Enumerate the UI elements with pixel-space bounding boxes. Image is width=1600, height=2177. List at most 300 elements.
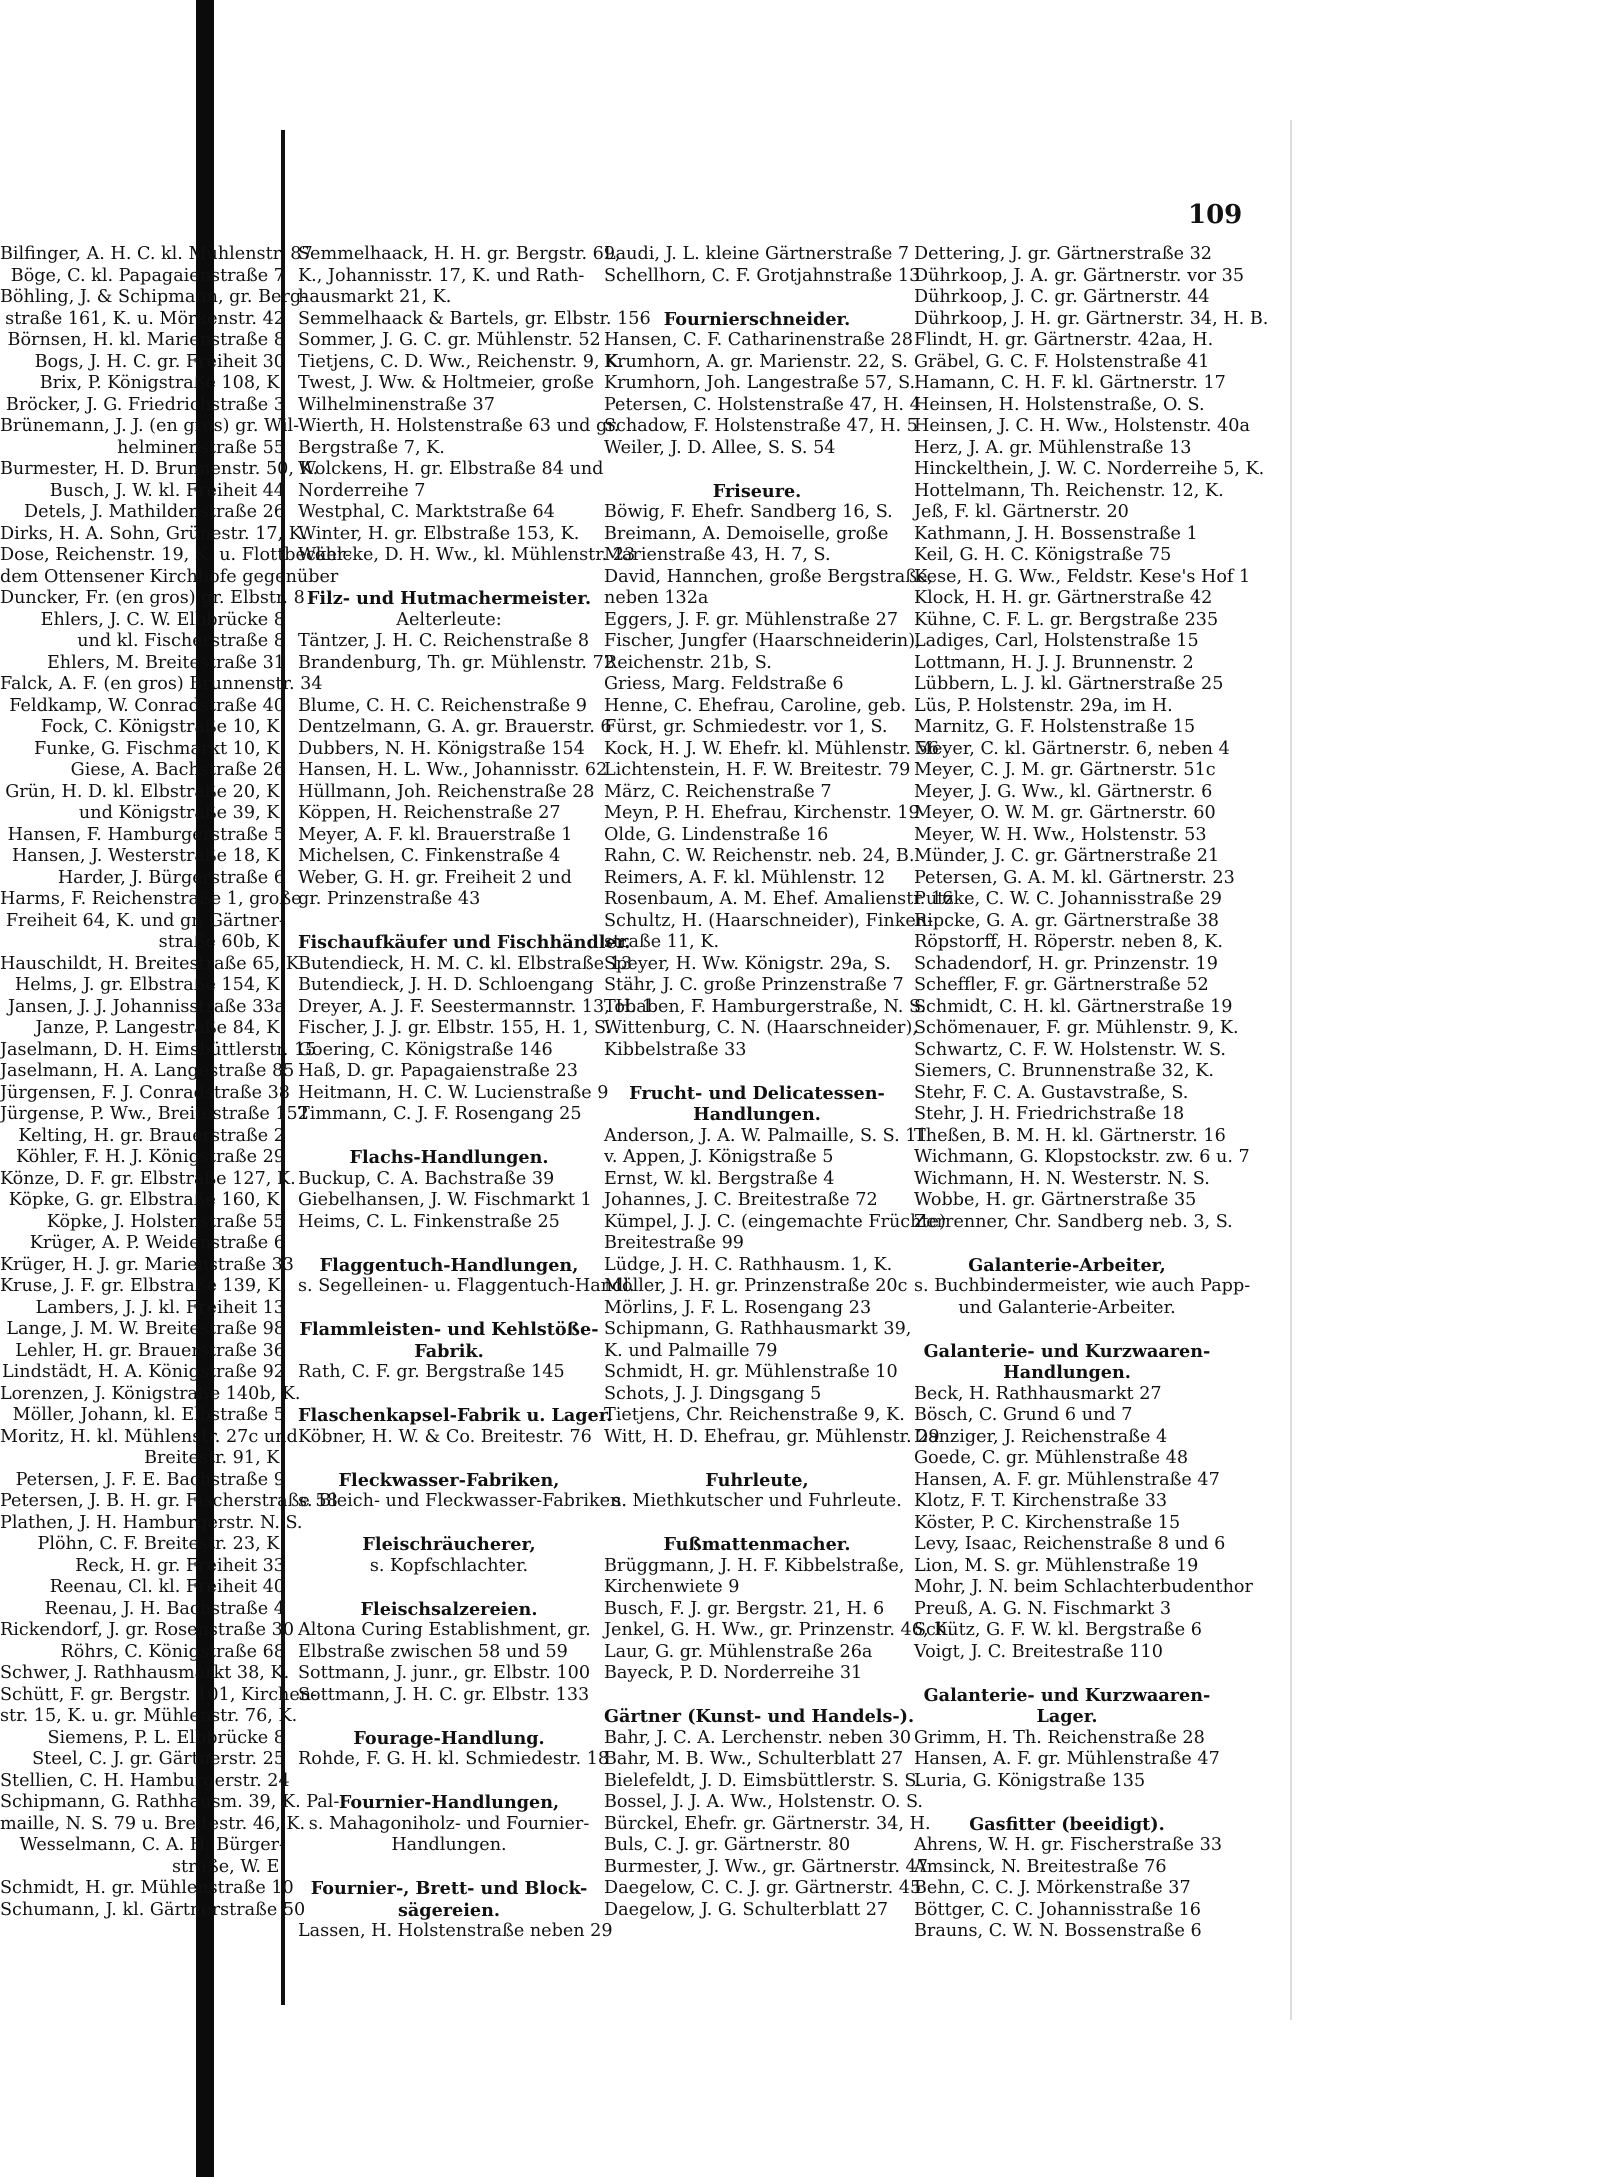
directory-entry: Stehr, F. C. A. Gustavstraße, S. bbox=[914, 1082, 1189, 1103]
directory-entry: helminenstraße 55 bbox=[117, 437, 285, 458]
directory-entry: Herz, J. A. gr. Mühlenstraße 13 bbox=[914, 437, 1192, 458]
directory-entry: Wichmann, G. Klopstockstr. zw. 6 u. 7 bbox=[914, 1147, 1250, 1167]
directory-entry: Wilhelminenstraße 37 bbox=[298, 394, 495, 415]
directory-entry: v. Appen, J. Königstraße 5 bbox=[604, 1147, 834, 1167]
directory-entry: Daegelow, C. C. J. gr. Gärtnerstr. 45 bbox=[604, 1878, 922, 1898]
section-heading: Fournier-Handlungen, bbox=[338, 1792, 560, 1813]
directory-entry: Schmidt, H. gr. Mühlenstraße 10 bbox=[0, 1878, 294, 1898]
directory-entry: Busch, J. W. kl. Freiheit 44 bbox=[49, 480, 285, 501]
section-note: s. Kopfschlachter. bbox=[369, 1555, 529, 1576]
directory-entry: Johannes, J. C. Breitestraße 72 bbox=[604, 1190, 878, 1210]
directory-entry: Elbstraße zwischen 58 und 59 bbox=[298, 1641, 568, 1662]
directory-entry: straße 161, K. u. Mörkenstr. 42 bbox=[5, 308, 285, 329]
directory-entry bbox=[298, 1233, 600, 1255]
directory-entry: Marienstraße 43, H. 7, S. bbox=[604, 545, 831, 565]
directory-entry: Siemens, P. L. Elbbrücke 8 bbox=[47, 1727, 285, 1748]
directory-entry: Wolckens, H. gr. Elbstraße 84 und bbox=[298, 459, 604, 479]
directory-entry: Rohde, F. G. H. kl. Schmiedestr. 18 bbox=[298, 1749, 610, 1769]
directory-entry: Schmidt, C. H. kl. Gärtnerstraße 19 bbox=[914, 996, 1233, 1017]
directory-entry: Wobbe, H. gr. Gärtnerstraße 35 bbox=[914, 1190, 1197, 1210]
directory-entry: Lorenzen, J. Königstraße 140b, K. bbox=[0, 1383, 301, 1404]
directory-entry: Mörlins, J. F. L. Rosengang 23 bbox=[604, 1297, 872, 1318]
directory-entry: Bahr, M. B. Ww., Schulterblatt 27 bbox=[604, 1749, 904, 1769]
directory-entry: März, C. Reichenstraße 7 bbox=[604, 781, 832, 802]
directory-entry bbox=[298, 567, 600, 589]
directory-entry: Schots, J. J. Dingsgang 5 bbox=[604, 1383, 822, 1404]
directory-entry bbox=[914, 1233, 1220, 1255]
directory-entry: Lion, M. S. gr. Mühlenstraße 19 bbox=[914, 1555, 1199, 1576]
directory-entry: Lüdge, J. H. C. Rathhausm. 1, K. bbox=[604, 1254, 893, 1275]
directory-entry bbox=[604, 1061, 910, 1083]
directory-entry: Keil, G. H. C. Königstraße 75 bbox=[914, 545, 1172, 565]
directory-entry: Siemers, C. Brunnenstraße 32, K. bbox=[914, 1061, 1214, 1081]
directory-entry: Putzke, C. W. C. Johannisstraße 29 bbox=[914, 889, 1222, 909]
section-heading: Galanterie- und Kurzwaaren- bbox=[923, 1684, 1211, 1706]
directory-entry: Haß, D. gr. Papagaienstraße 23 bbox=[298, 1061, 578, 1081]
directory-entry: Bahr, J. C. A. Lerchenstr. neben 30 bbox=[604, 1727, 912, 1748]
directory-entry bbox=[604, 459, 910, 481]
directory-entry: Meyer, W. H. Ww., Holstenstr. 53 bbox=[914, 824, 1207, 845]
directory-entry: Lüs, P. Holstenstr. 29a, im H. bbox=[914, 695, 1173, 716]
directory-entry: Röhrs, C. Königstraße 68 bbox=[60, 1641, 285, 1662]
directory-entry: Brünemann, J. J. (en gros) gr. Wil- bbox=[0, 416, 300, 436]
column-2 bbox=[604, 244, 954, 1921]
directory-entry: Jenkel, G. H. Ww., gr. Prinzenstr. 46, K. bbox=[604, 1620, 953, 1640]
directory-entry: Voigt, J. C. Breitestraße 110 bbox=[914, 1641, 1163, 1662]
directory-entry: Dührkoop, J. C. gr. Gärtnerstr. 44 bbox=[914, 287, 1210, 307]
column-3 bbox=[914, 244, 1269, 1943]
directory-entry: Meyer, J. G. Ww., kl. Gärtnerstr. 6 bbox=[914, 781, 1213, 802]
directory-entry: neben 132a bbox=[604, 588, 709, 608]
directory-entry: Lottmann, H. J. J. Brunnenstr. 2 bbox=[914, 652, 1194, 673]
directory-entry: Rahn, C. W. Reichenstr. neb. 24, B. bbox=[604, 846, 915, 866]
section-heading: Flachs-Handlungen. bbox=[349, 1147, 549, 1168]
directory-entry: Detels, J. Mathildenstraße 26 bbox=[23, 502, 285, 522]
directory-entry: Böttger, C. C. Johannisstraße 16 bbox=[914, 1899, 1201, 1920]
directory-entry: Hinckelthein, J. W. C. Norderreihe 5, K. bbox=[914, 459, 1265, 479]
directory-entry: Semmelhaack & Bartels, gr. Elbstr. 156 bbox=[298, 308, 651, 329]
directory-entry bbox=[604, 1685, 910, 1707]
directory-entry: Brüggmann, J. H. F. Kibbelstraße, bbox=[604, 1555, 905, 1576]
directory-entry: Heitmann, H. C. W. Lucienstraße 9 bbox=[298, 1082, 609, 1103]
directory-entry bbox=[298, 1298, 600, 1320]
directory-entry: und Königstraße 39, K. bbox=[78, 803, 285, 823]
directory-entry: Reimers, A. F. kl. Mühlenstr. 12 bbox=[604, 867, 886, 888]
directory-entry: Münder, J. C. gr. Gärtnerstraße 21 bbox=[914, 846, 1220, 866]
directory-entry bbox=[298, 1448, 600, 1470]
directory-entry: und kl. Fischerstraße 8 bbox=[77, 631, 285, 651]
directory-entry: Könze, D. F. gr. Elbstraße 127, K. bbox=[0, 1168, 296, 1189]
directory-entry: Köppen, H. Reichenstraße 27 bbox=[298, 803, 561, 823]
directory-entry: Steel, C. J. gr. Gärtnerstr. 25 bbox=[32, 1749, 285, 1769]
directory-entry: Fischer, Jungfer (Haarschneiderin), bbox=[604, 631, 921, 651]
directory-entry: Fürst, gr. Schmiedestr. vor 1, S. bbox=[604, 717, 888, 737]
directory-entry: Dreyer, A. J. F. Seestermannstr. 13, H. 1 bbox=[298, 996, 654, 1017]
directory-entry: Busch, F. J. gr. Bergstr. 21, H. 6 bbox=[604, 1598, 885, 1619]
directory-entry: Lange, J. M. W. Breitestraße 98 bbox=[6, 1319, 285, 1339]
directory-entry: Rosenbaum, A. M. Ehef. Amalienstr. 16 bbox=[604, 889, 954, 909]
directory-entry: Michelsen, C. Finkenstraße 4 bbox=[298, 846, 561, 866]
directory-entry: Breitestraße 99 bbox=[604, 1233, 745, 1253]
directory-entry: Hansen, H. L. Ww., Johannisstr. 62 bbox=[298, 760, 608, 780]
directory-entry: David, Hannchen, große Bergstraße, bbox=[604, 566, 934, 587]
directory-entry: Schipmann, G. Rathhausmarkt 39, bbox=[604, 1319, 912, 1339]
directory-entry: Sottmann, J. junr., gr. Elbstr. 100 bbox=[298, 1663, 591, 1683]
directory-entry: Ehlers, M. Breitestraße 31 bbox=[46, 652, 285, 673]
section-heading: Flaggentuch-Handlungen, bbox=[319, 1254, 579, 1276]
directory-entry: Gräbel, G. C. F. Holstenstraße 41 bbox=[914, 351, 1210, 372]
section-heading: Fournierschneider. bbox=[663, 308, 851, 330]
directory-entry: Stellien, C. H. Hamburgerstr. 24 bbox=[0, 1770, 290, 1791]
directory-entry bbox=[298, 1126, 600, 1148]
directory-entry: Rickendorf, J. gr. Rosenstraße 30 bbox=[0, 1620, 295, 1640]
directory-entry: Butendieck, J. H. D. Schloengang bbox=[298, 975, 594, 995]
section-note: und Galanterie-Arbeiter. bbox=[958, 1297, 1176, 1318]
section-note: s. Bleich- und Fleckwasser-Fabriken. bbox=[298, 1491, 627, 1511]
directory-entry: Witt, H. D. Ehefrau, gr. Mühlenstr. 29 bbox=[604, 1426, 940, 1447]
directory-entry: Duncker, Fr. (en gros) gr. Elbstr. 8 bbox=[0, 588, 305, 608]
section-heading: Lager. bbox=[1036, 1706, 1098, 1727]
section-heading: Filz- und Hutmachermeister. bbox=[306, 588, 592, 609]
directory-entry: Petersen, C. Holstenstraße 47, H. 4 bbox=[604, 394, 921, 415]
section-heading: Fourage-Handlung. bbox=[353, 1727, 545, 1749]
directory-entry: Heims, C. L. Finkenstraße 25 bbox=[298, 1211, 560, 1232]
directory-entry: Stähr, J. C. große Prinzenstraße 7 bbox=[604, 975, 904, 995]
directory-entry: Jürgensen, F. J. Conradstraße 38 bbox=[0, 1082, 290, 1103]
directory-entry: Lindstädt, H. A. Königstraße 92 bbox=[1, 1362, 285, 1382]
directory-entry: Möller, Johann, kl. Elbstraße 5 bbox=[12, 1405, 285, 1425]
directory-entry bbox=[298, 1706, 600, 1728]
section-heading: Handlungen. bbox=[1003, 1362, 1131, 1383]
directory-entry: Schwartz, C. F. W. Holstenstr. W. S. bbox=[914, 1039, 1226, 1060]
directory-entry: Börnsen, H. kl. Marienstraße 8 bbox=[7, 330, 285, 350]
section-note: s. Mahagoniholz- und Fournier- bbox=[308, 1813, 590, 1834]
directory-entry: Meyer, A. F. kl. Brauerstraße 1 bbox=[298, 824, 573, 845]
directory-entry: Speyer, H. Ww. Königstr. 29a, S. bbox=[604, 953, 891, 974]
directory-entry: Luria, G. Königstraße 135 bbox=[914, 1770, 1146, 1791]
directory-entry: Schumann, J. kl. Gärtnerstraße 50 bbox=[0, 1899, 306, 1920]
directory-entry: Norderreihe 7 bbox=[298, 480, 426, 501]
directory-entry: Wittenburg, C. N. (Haarschneider), bbox=[604, 1018, 918, 1038]
directory-entry: Fock, C. Königstraße 10, K. bbox=[40, 717, 285, 737]
directory-entry bbox=[914, 1792, 1220, 1814]
directory-entry: Goede, C. gr. Mühlenstraße 48 bbox=[914, 1448, 1189, 1468]
directory-entry: K., Johannisstr. 17, K. und Rath- bbox=[298, 265, 585, 286]
directory-entry: gr. Prinzenstraße 43 bbox=[298, 889, 481, 909]
directory-entry: Kelting, H. gr. Brauerstraße 2 bbox=[18, 1125, 285, 1146]
directory-entry: Falck, A. F. (en gros) Brunnenstr. 34 bbox=[0, 674, 323, 694]
directory-entry: Goering, C. Königstraße 146 bbox=[298, 1039, 553, 1060]
directory-entry: Kirchenwiete 9 bbox=[604, 1577, 740, 1597]
directory-entry: Hansen, C. F. Catharinenstraße 28 bbox=[604, 330, 913, 350]
directory-entry: Moritz, H. kl. Mühlenstr. 27c und bbox=[0, 1426, 298, 1447]
directory-entry: Twest, J. Ww. & Holtmeier, große bbox=[298, 373, 595, 393]
directory-entry: Schütz, G. F. W. kl. Bergstraße 6 bbox=[914, 1620, 1202, 1640]
directory-entry: Lichtenstein, H. F. W. Breitestr. 79 bbox=[604, 760, 911, 780]
directory-entry: Krüger, H. J. gr. Marienstraße 33 bbox=[0, 1254, 294, 1275]
directory-entry: Weiler, J. D. Allee, S. S. 54 bbox=[604, 437, 836, 458]
directory-entry: Kese, H. G. Ww., Feldstr. Kese's Hof 1 bbox=[914, 566, 1251, 587]
directory-entry: Stehr, J. H. Friedrichstraße 18 bbox=[914, 1104, 1185, 1124]
directory-entry: Ripcke, G. A. gr. Gärtnerstraße 38 bbox=[914, 910, 1219, 931]
directory-entry: Petersen, G. A. M. kl. Gärtnerstr. 23 bbox=[914, 867, 1235, 888]
directory-entry: Schütt, F. gr. Bergstr. 101, Kirchen- bbox=[0, 1684, 318, 1705]
section-heading: Gärtner (Kunst- und Handels-). bbox=[604, 1706, 915, 1727]
section-heading: sägereien. bbox=[397, 1899, 501, 1921]
directory-entry: Westphal, C. Marktstraße 64 bbox=[298, 502, 555, 522]
directory-entry: Bergstraße 7, K. bbox=[298, 437, 445, 458]
section-heading: Galanterie- und Kurzwaaren- bbox=[923, 1340, 1211, 1362]
directory-entry: Laudi, J. L. kleine Gärtnerstraße 7 bbox=[604, 244, 910, 264]
directory-entry: Hansen, F. Hamburgerstraße 5 bbox=[7, 824, 285, 845]
directory-entry: Krumhorn, Joh. Langestraße 57, S. bbox=[604, 373, 916, 393]
page-number: 109 bbox=[1188, 200, 1243, 230]
directory-entry: Blume, C. H. C. Reichenstraße 9 bbox=[298, 695, 587, 716]
directory-entry: Flindt, H. gr. Gärtnerstr. 42aa, H. bbox=[914, 330, 1214, 350]
directory-entry: Lehler, H. gr. Brauerstraße 36 bbox=[15, 1340, 285, 1361]
directory-entry: Levy, Isaac, Reichenstraße 8 und 6 bbox=[914, 1534, 1226, 1554]
directory-entry: Buckup, C. A. Bachstraße 39 bbox=[298, 1168, 555, 1189]
directory-entry: Danziger, J. Reichenstraße 4 bbox=[914, 1426, 1168, 1447]
directory-entry: Semmelhaack, H. H. gr. Bergstr. 69, bbox=[298, 244, 621, 264]
directory-entry: Eggers, J. F. gr. Mühlenstraße 27 bbox=[604, 609, 899, 630]
directory-entry: Janze, P. Langestraße 84, K. bbox=[35, 1018, 285, 1038]
directory-entry: Böwig, F. Ehefr. Sandberg 16, S. bbox=[604, 502, 893, 522]
directory-entry: Brauns, C. W. N. Bossenstraße 6 bbox=[914, 1921, 1202, 1941]
directory-entry: Wichmann, H. N. Westerstr. N. S. bbox=[914, 1168, 1210, 1189]
directory-entry: Amsinck, N. Breitestraße 76 bbox=[914, 1856, 1167, 1877]
directory-entry: Sottmann, J. H. C. gr. Elbstr. 133 bbox=[298, 1684, 590, 1705]
directory-entry bbox=[298, 674, 600, 696]
directory-entry: Reck, H. gr. Freiheit 33 bbox=[75, 1555, 285, 1576]
directory-entry: Tietjens, Chr. Reichenstraße 9, K. bbox=[604, 1405, 905, 1425]
directory-entry: Schipmann, G. Rathhausm. 39, K. Pal- bbox=[0, 1792, 340, 1812]
section-note: s. Miethkutscher und Fuhrleute. bbox=[612, 1491, 902, 1511]
directory-entry: Reenau, Cl. kl. Freiheit 40 bbox=[49, 1577, 285, 1597]
section-heading: Flaschenkapsel-Fabrik u. Lager. bbox=[298, 1405, 613, 1426]
directory-entry bbox=[298, 1771, 600, 1793]
directory-entry: Hauschildt, H. Breitestraße 65, K. bbox=[0, 953, 305, 974]
directory-entry: Funke, G. Fischmarkt 10, K. bbox=[33, 738, 285, 759]
directory-entry: Schadow, F. Holstenstraße 47, H. 5 bbox=[604, 416, 918, 436]
directory-entry: Köpke, J. Holstenstraße 55 bbox=[46, 1211, 285, 1232]
directory-entry: Hansen, A. F. gr. Mühlenstraße 47 bbox=[914, 1749, 1220, 1769]
directory-entry: Jürgense, P. Ww., Breitestraße 152 bbox=[0, 1104, 309, 1124]
section-heading: Handlungen. bbox=[693, 1104, 821, 1125]
directory-entry: Ahrens, W. H. gr. Fischerstraße 33 bbox=[914, 1835, 1223, 1855]
directory-entry: Bossel, J. J. A. Ww., Holstenstr. O. S. bbox=[604, 1792, 924, 1812]
directory-entry bbox=[604, 1448, 910, 1470]
directory-entry: Griess, Marg. Feldstraße 6 bbox=[604, 674, 844, 694]
directory-entry: Tietjens, C. D. Ww., Reichenstr. 9, K. bbox=[298, 351, 624, 372]
directory-entry: Jansen, J. J. Johannisstraße 33a bbox=[8, 996, 285, 1017]
section-heading: Fabrik. bbox=[414, 1340, 484, 1362]
directory-entry: Möller, J. H. gr. Prinzenstraße 20c bbox=[604, 1276, 908, 1296]
directory-entry: Schadendorf, H. gr. Prinzenstr. 19 bbox=[914, 953, 1218, 974]
directory-entry: straße 11, K. bbox=[604, 932, 720, 952]
directory-entry bbox=[298, 1384, 600, 1406]
directory-entry: dem Ottensener Kirchhofe gegenüber bbox=[0, 566, 339, 587]
section-heading: Fournier-, Brett- und Block- bbox=[310, 1878, 588, 1899]
directory-entry: Wierth, H. Holstenstraße 63 und gr. bbox=[298, 416, 620, 436]
directory-entry: straße 60b, K. bbox=[158, 932, 285, 952]
directory-entry: Grün, H. D. kl. Elbstraße 20, K. bbox=[5, 781, 285, 802]
directory-entry bbox=[298, 1857, 600, 1879]
directory-entry: Giebelhansen, J. W. Fischmarkt 1 bbox=[298, 1190, 592, 1210]
directory-entry bbox=[298, 1577, 600, 1599]
directory-entry: Böge, C. kl. Papagaienstraße 7 bbox=[10, 265, 285, 286]
directory-entry: Bayeck, P. D. Norderreihe 31 bbox=[604, 1663, 863, 1683]
directory-entry: Dose, Reichenstr. 19, K. u. Flottbecker- bbox=[0, 545, 352, 565]
directory-entry: Reenau, J. H. Bachstraße 4 bbox=[44, 1598, 285, 1619]
directory-entry: Hottelmann, Th. Reichenstr. 12, K. bbox=[914, 480, 1224, 501]
directory-entry: Jaselmann, H. A. Langestraße 85 bbox=[0, 1061, 295, 1081]
directory-entry: Köhler, F. H. J. Königstraße 29 bbox=[16, 1147, 285, 1167]
directory-entry: Marnitz, G. F. Holstenstraße 15 bbox=[914, 717, 1196, 737]
directory-entry: Heinsen, H. Holstenstraße, O. S. bbox=[914, 394, 1205, 415]
directory-entry: Jeß, F. kl. Gärtnerstr. 20 bbox=[914, 502, 1129, 522]
directory-entry: Anderson, J. A. W. Palmaille, S. S. 11 bbox=[604, 1125, 928, 1146]
directory-entry: Grimm, H. Th. Reichenstraße 28 bbox=[914, 1727, 1205, 1748]
directory-entry: Köpke, G. gr. Elbstraße 160, K. bbox=[8, 1190, 285, 1210]
directory-entry: Timmann, C. J. F. Rosengang 25 bbox=[298, 1104, 582, 1124]
directory-entry: Tobaben, F. Hamburgerstraße, N. S. bbox=[604, 996, 926, 1017]
directory-entry bbox=[914, 1663, 1220, 1685]
directory-entry: Bogs, J. H. C. gr. Freiheit 30 bbox=[34, 351, 285, 372]
directory-entry bbox=[604, 287, 910, 309]
directory-entry: Dentzelmann, G. A. gr. Brauerstr. 6 bbox=[298, 717, 612, 737]
directory-entry: Feldkamp, W. Conradstraße 40 bbox=[9, 695, 285, 716]
directory-entry: Böhling, J. & Schipmann, gr. Berg- bbox=[0, 287, 308, 307]
directory-entry bbox=[298, 1513, 600, 1535]
directory-entry: Burmester, J. Ww., gr. Gärtnerstr. 47 bbox=[604, 1856, 928, 1877]
directory-entry: Lübbern, L. J. kl. Gärtnerstraße 25 bbox=[914, 674, 1224, 694]
directory-entry bbox=[914, 1319, 1220, 1341]
directory-entry: Butendieck, H. M. C. kl. Elbstraße 13 bbox=[298, 953, 633, 974]
directory-entry: Olde, G. Lindenstraße 16 bbox=[604, 824, 829, 845]
section-heading: Fußmattenmacher. bbox=[663, 1534, 851, 1555]
directory-entry: Klotz, F. T. Kirchenstraße 33 bbox=[914, 1491, 1168, 1511]
directory-entry: Hamann, C. H. F. kl. Gärtnerstr. 17 bbox=[914, 373, 1226, 393]
directory-entry: Ernst, W. kl. Bergstraße 4 bbox=[604, 1168, 835, 1189]
directory-entry: Weber, G. H. gr. Freiheit 2 und bbox=[298, 867, 572, 888]
directory-entry: Buls, C. J. gr. Gärtnerstr. 80 bbox=[604, 1835, 851, 1855]
directory-entry: Plathen, J. H. Hamburgerstr. N. S. bbox=[0, 1512, 303, 1533]
section-heading: Fuhrleute, bbox=[705, 1469, 809, 1491]
directory-entry: Hansen, A. F. gr. Mühlenstraße 47 bbox=[914, 1469, 1220, 1490]
section-heading: Fleischräucherer, bbox=[362, 1534, 536, 1555]
directory-entry: Brix, P. Königstraße 108, K. bbox=[39, 373, 285, 393]
directory-entry: Harms, F. Reichenstraße 1, große bbox=[0, 889, 302, 909]
directory-entry: Daegelow, J. G. Schulterblatt 27 bbox=[604, 1899, 889, 1920]
directory-entry: K. und Palmaille 79 bbox=[604, 1340, 778, 1361]
directory-entry: Klock, H. H. gr. Gärtnerstraße 42 bbox=[914, 588, 1213, 608]
column-left-page-fragment bbox=[0, 244, 352, 1921]
directory-entry: Schmidt, H. gr. Mühlenstraße 10 bbox=[604, 1362, 898, 1382]
directory-entry: Hansen, J. Westerstraße 18, K. bbox=[11, 846, 285, 866]
directory-entry: Schultz, H. (Haarschneider), Finken- bbox=[604, 910, 934, 931]
directory-entry: Plöhn, C. F. Breitestr. 23, K. bbox=[37, 1534, 285, 1554]
directory-entry: Meyer, C. kl. Gärtnerstr. 6, neben 4 bbox=[914, 738, 1230, 759]
directory-entry bbox=[298, 911, 600, 933]
page-edge bbox=[1290, 120, 1292, 2020]
directory-entry: Henne, C. Ehefrau, Caroline, geb. bbox=[604, 695, 907, 716]
directory-entry: Kümpel, J. J. C. (eingemachte Früchte) bbox=[604, 1211, 946, 1232]
directory-entry: Meyer, O. W. M. gr. Gärtnerstr. 60 bbox=[914, 803, 1216, 823]
directory-entry: Dührkoop, J. H. gr. Gärtnerstr. 34, H. B. bbox=[914, 308, 1269, 329]
directory-entry: Bilfinger, A. H. C. kl. Mühlenstr. 87 bbox=[0, 244, 313, 264]
directory-entry: Preuß, A. G. N. Fischmarkt 3 bbox=[914, 1598, 1172, 1619]
directory-entry: Bielefeldt, J. D. Eimsbüttlerstr. S. S. bbox=[604, 1770, 922, 1791]
column-1 bbox=[298, 244, 654, 1943]
section-heading: Friseure. bbox=[712, 480, 802, 502]
directory-entry: Freiheit 64, K. und gr. Gärtner- bbox=[5, 910, 285, 931]
directory-entry: Zerrenner, Chr. Sandberg neb. 3, S. bbox=[914, 1211, 1233, 1232]
directory-entry: Schömenauer, F. gr. Mühlenstr. 9, K. bbox=[914, 1018, 1239, 1038]
directory-entry: Rath, C. F. gr. Bergstraße 145 bbox=[298, 1362, 565, 1382]
directory-entry: Dettering, J. gr. Gärtnerstraße 32 bbox=[914, 244, 1213, 264]
directory-entry: Helms, J. gr. Elbstraße 154, K. bbox=[14, 975, 285, 995]
directory-entry: Dubbers, N. H. Königstraße 154 bbox=[298, 738, 585, 759]
directory-entry: Bürckel, Ehefr. gr. Gärtnerstr. 34, H. bbox=[604, 1813, 931, 1834]
directory-entry: Wesselmann, C. A. H. Bürger- bbox=[19, 1835, 285, 1855]
directory-entry: Meyn, P. H. Ehefrau, Kirchenstr. 19 bbox=[604, 803, 920, 823]
directory-entry: straße, W. E. bbox=[172, 1856, 285, 1877]
directory-entry: Köster, P. C. Kirchenstraße 15 bbox=[914, 1512, 1181, 1533]
directory-entry: Fischer, J. J. gr. Elbstr. 155, H. 1, S. bbox=[298, 1018, 611, 1038]
directory-entry: Heinsen, J. C. H. Ww., Holstenstr. 40a bbox=[914, 416, 1250, 436]
directory-entry: Dührkoop, J. A. gr. Gärtnerstr. vor 35 bbox=[914, 265, 1245, 286]
directory-entry: Bröcker, J. G. Friedrichstraße 3 bbox=[5, 394, 285, 415]
directory-entry: Meyer, C. J. M. gr. Gärtnerstr. 51c bbox=[914, 760, 1216, 780]
section-heading: Flammleisten- und Kehlstöße- bbox=[299, 1319, 599, 1340]
directory-entry: Täntzer, J. H. C. Reichenstraße 8 bbox=[298, 631, 590, 651]
directory-entry: Krumhorn, A. gr. Marienstr. 22, S. bbox=[604, 351, 908, 372]
section-heading: Gasfitter (beeidigt). bbox=[969, 1813, 1165, 1835]
directory-entry: Bösch, C. Grund 6 und 7 bbox=[914, 1405, 1133, 1425]
directory-entry: Ehlers, J. C. W. Elbbrücke 8 bbox=[40, 609, 285, 630]
section-note: Handlungen. bbox=[391, 1835, 507, 1855]
directory-entry: Wöhlcke, D. H. Ww., kl. Mühlenstr. 23 bbox=[298, 545, 636, 565]
directory-entry: Winter, H. gr. Elbstraße 153, K. bbox=[298, 523, 580, 544]
directory-entry: Scheffler, F. gr. Gärtnerstraße 52 bbox=[914, 975, 1209, 995]
directory-entry: Brandenburg, Th. gr. Mühlenstr. 72 bbox=[298, 652, 615, 673]
directory-entry: Kathmann, J. H. Bossenstraße 1 bbox=[914, 523, 1198, 544]
directory-entry: Schwer, J. Rathhausmarkt 38, K. bbox=[0, 1663, 290, 1683]
directory-entry: str. 15, K. u. gr. Mühlenstr. 76, K. bbox=[0, 1706, 298, 1726]
directory-entry: Behn, C. C. J. Mörkenstraße 37 bbox=[914, 1878, 1191, 1898]
directory-entry: Petersen, J. F. E. Bachstraße 9 bbox=[15, 1469, 285, 1490]
directory-entry: Krüger, A. P. Weidenstraße 6 bbox=[29, 1233, 285, 1253]
directory-entry: Breimann, A. Demoiselle, große bbox=[604, 523, 889, 544]
directory-entry: Köbner, H. W. & Co. Breitestr. 76 bbox=[298, 1426, 592, 1447]
section-heading: Frucht- und Delicatessen- bbox=[629, 1082, 885, 1104]
section-heading: Fleischsalzereien. bbox=[360, 1598, 538, 1620]
directory-entry: maille, N. S. 79 u. Breitestr. 46, K. bbox=[0, 1813, 306, 1834]
directory-entry: Kühne, C. F. L. gr. Bergstraße 235 bbox=[914, 609, 1219, 630]
directory-entry: Theßen, B. M. H. kl. Gärtnerstr. 16 bbox=[914, 1125, 1226, 1146]
directory-entry: Beck, H. Rathhausmarkt 27 bbox=[914, 1383, 1162, 1404]
directory-entry: Laur, G. gr. Mühlenstraße 26a bbox=[604, 1641, 873, 1662]
directory-entry: Giese, A. Bachstraße 26 bbox=[70, 760, 285, 780]
section-note: s. Buchbindermeister, wie auch Papp- bbox=[914, 1276, 1251, 1296]
directory-entry: Schellhorn, C. F. Grotjahnstraße 13 bbox=[604, 265, 921, 286]
directory-entry: Lambers, J. J. kl. Freiheit 13 bbox=[35, 1297, 285, 1318]
directory-entry bbox=[604, 1513, 910, 1535]
directory-entry: Petersen, J. B. H. gr. Fischerstraße 58 bbox=[0, 1491, 338, 1511]
directory-entry: Röpstorff, H. Röperstr. neben 8, K. bbox=[914, 932, 1223, 952]
directory-entry: Kruse, J. F. gr. Elbstraße 139, K. bbox=[0, 1276, 286, 1296]
